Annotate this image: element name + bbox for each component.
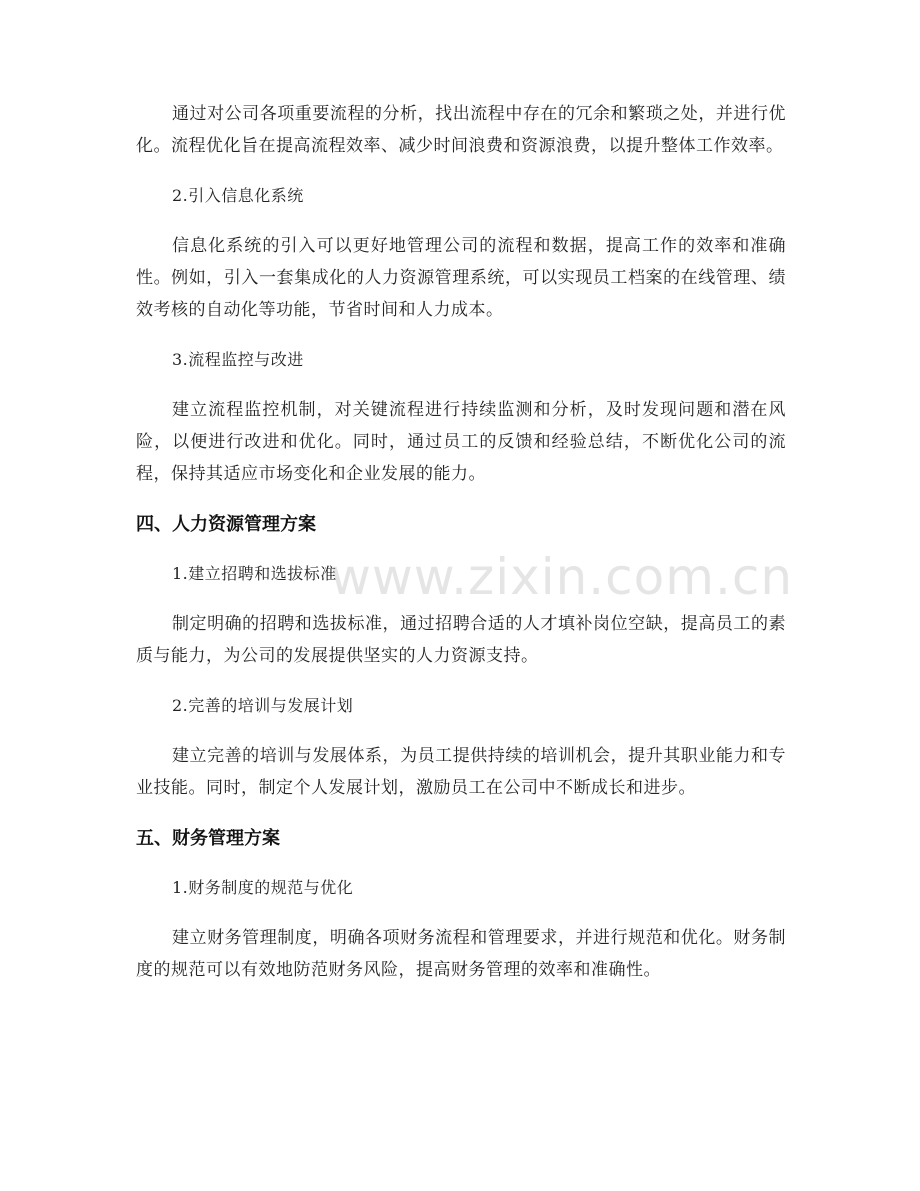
paragraph-process-optimization: 通过对公司各项重要流程的分析，找出流程中存在的冗余和繁琐之处，并进行优化。流程优化旨在提高流程效率、减少时间浪费和资源浪费，以提升整体工作效率。 bbox=[136, 104, 786, 156]
section-heading-finance: 五、财务管理方案 bbox=[136, 828, 280, 849]
paragraph-process-monitoring: 建立流程监控机制，对关键流程进行持续监测和分析，及时发现问题和潜在风险，以便进行改进和优化。同时，通过员工的反馈和经验总结，不断优化公司的流程，保持其适应市场变化和企业发展的能力。 bbox=[136, 400, 786, 484]
subheading-information-system: 2.引入信息化系统 bbox=[172, 186, 304, 205]
paragraph-training: 建立完善的培训与发展体系，为员工提供持续的培训机会，提升其职业能力和专业技能。同时，制定个人发展计划，激励员工在公司中不断成长和进步。 bbox=[136, 746, 786, 798]
paragraph-information-system: 信息化系统的引入可以更好地管理公司的流程和数据，提高工作的效率和准确性。例如，引入一套集成化的人力资源管理系统，可以实现员工档案的在线管理、绩效考核的自动化等功能，节省时间和人力成本。 bbox=[136, 236, 786, 320]
paragraph-recruitment: 制定明确的招聘和选拔标准，通过招聘合适的人才填补岗位空缺，提高员工的素质与能力，为公司的发展提供坚实的人力资源支持。 bbox=[136, 614, 786, 666]
subheading-finance-system: 1.财务制度的规范与优化 bbox=[172, 878, 354, 897]
paragraph-finance-system: 建立财务管理制度，明确各项财务流程和管理要求，并进行规范和优化。财务制度的规范可以有效地防范财务风险，提高财务管理的效率和准确性。 bbox=[136, 928, 786, 980]
document-page bbox=[136, 98, 786, 1008]
watermark: www.zixin.com.cn bbox=[330, 548, 794, 606]
subheading-training: 2.完善的培训与发展计划 bbox=[172, 696, 354, 715]
section-heading-hr: 四、人力资源管理方案 bbox=[136, 514, 316, 535]
subheading-process-monitoring: 3.流程监控与改进 bbox=[172, 350, 304, 369]
subheading-recruitment: 1.建立招聘和选拔标准 bbox=[172, 564, 337, 583]
